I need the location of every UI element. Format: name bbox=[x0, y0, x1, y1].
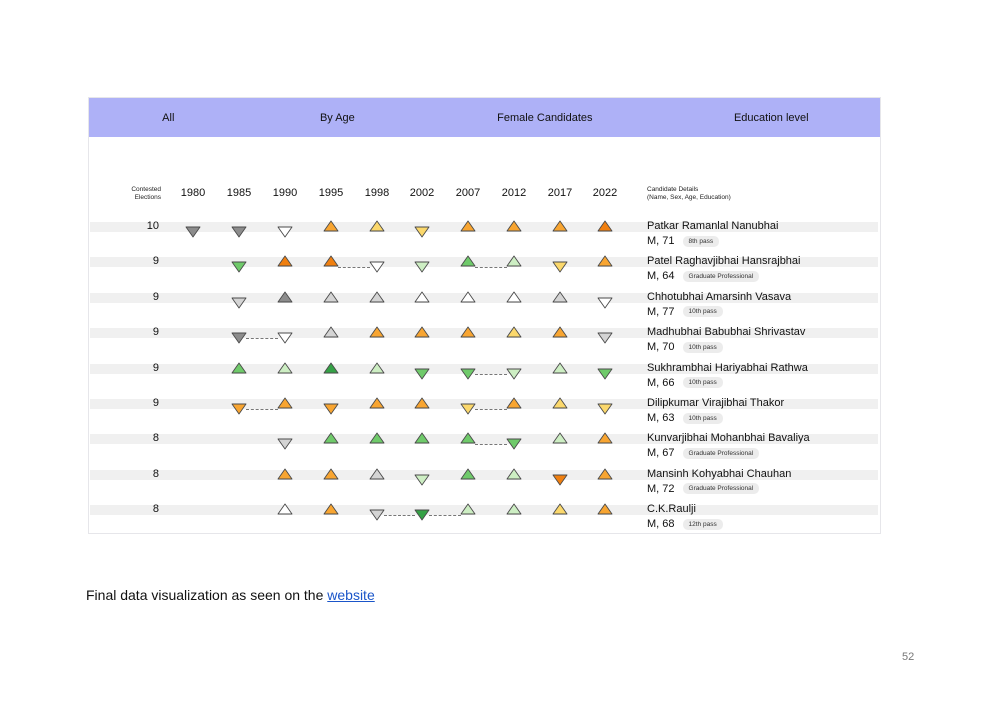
education-badge: Graduate Professional bbox=[683, 483, 760, 494]
contested-label-line2: Elections bbox=[134, 194, 161, 201]
result-up-triangle-icon[interactable] bbox=[506, 503, 522, 516]
result-up-triangle-icon[interactable] bbox=[369, 468, 385, 481]
result-up-triangle-icon[interactable] bbox=[414, 291, 430, 304]
education-badge: 12th pass bbox=[683, 519, 723, 530]
page-number: 52 bbox=[902, 651, 915, 663]
result-down-triangle-icon[interactable] bbox=[597, 403, 613, 416]
result-up-triangle-icon[interactable] bbox=[323, 503, 339, 516]
result-down-triangle-icon[interactable] bbox=[277, 226, 293, 239]
candidate-name: Madhubhai Babubhai Shrivastav bbox=[647, 326, 806, 339]
result-up-triangle-icon[interactable] bbox=[323, 362, 339, 375]
result-down-triangle-icon[interactable] bbox=[552, 474, 568, 487]
result-up-triangle-icon[interactable] bbox=[552, 326, 568, 339]
result-up-triangle-icon[interactable] bbox=[277, 291, 293, 304]
connector-line bbox=[246, 409, 278, 410]
result-down-triangle-icon[interactable] bbox=[323, 403, 339, 416]
result-up-triangle-icon[interactable] bbox=[506, 326, 522, 339]
connector-line bbox=[338, 267, 370, 268]
education-badge: 10th pass bbox=[683, 377, 723, 388]
candidate-meta bbox=[647, 377, 723, 389]
year-header-1985: 1985 bbox=[226, 187, 252, 199]
result-up-triangle-icon[interactable] bbox=[597, 220, 613, 233]
result-up-triangle-icon[interactable] bbox=[597, 432, 613, 445]
education-badge: 8th pass bbox=[683, 236, 720, 247]
result-up-triangle-icon[interactable] bbox=[460, 255, 476, 268]
result-up-triangle-icon[interactable] bbox=[323, 291, 339, 304]
result-up-triangle-icon[interactable] bbox=[369, 432, 385, 445]
result-up-triangle-icon[interactable] bbox=[597, 503, 613, 516]
connector-line bbox=[475, 374, 507, 375]
connector-line bbox=[475, 267, 507, 268]
result-up-triangle-icon[interactable] bbox=[231, 362, 247, 375]
result-down-triangle-icon[interactable] bbox=[277, 332, 293, 345]
connector-line bbox=[475, 444, 507, 445]
candidate-row[interactable] bbox=[89, 328, 880, 358]
filter-tabs bbox=[89, 98, 880, 137]
result-down-triangle-icon[interactable] bbox=[414, 226, 430, 239]
result-down-triangle-icon[interactable] bbox=[597, 368, 613, 381]
candidate-meta bbox=[647, 235, 719, 247]
result-down-triangle-icon[interactable] bbox=[597, 332, 613, 345]
result-up-triangle-icon[interactable] bbox=[323, 432, 339, 445]
figure-caption bbox=[86, 587, 375, 603]
result-down-triangle-icon[interactable] bbox=[185, 226, 201, 239]
result-down-triangle-icon[interactable] bbox=[231, 261, 247, 274]
candidate-meta bbox=[647, 447, 759, 459]
contested-count: 9 bbox=[152, 397, 159, 409]
education-badge: Graduate Professional bbox=[683, 448, 760, 459]
year-header-2007: 2007 bbox=[455, 187, 481, 199]
result-down-triangle-icon[interactable] bbox=[231, 403, 247, 416]
result-up-triangle-icon[interactable] bbox=[552, 362, 568, 375]
result-down-triangle-icon[interactable] bbox=[231, 226, 247, 239]
result-up-triangle-icon[interactable] bbox=[506, 220, 522, 233]
result-up-triangle-icon[interactable] bbox=[506, 468, 522, 481]
row-band bbox=[90, 505, 878, 515]
candidate-name: Dilipkumar Virajibhai Thakor bbox=[647, 397, 785, 409]
result-up-triangle-icon[interactable] bbox=[323, 255, 339, 268]
column-header-row bbox=[89, 186, 880, 206]
connector-line bbox=[246, 338, 278, 339]
website-link[interactable]: website bbox=[327, 587, 375, 603]
result-up-triangle-icon[interactable] bbox=[323, 220, 339, 233]
candidate-meta bbox=[647, 412, 723, 424]
result-up-triangle-icon[interactable] bbox=[460, 291, 476, 304]
candidate-name: Patel Raghavjibhai Hansrajbhai bbox=[647, 255, 801, 268]
candidate-label-line2: (Name, Sex, Age, Education) bbox=[647, 194, 731, 201]
result-up-triangle-icon[interactable] bbox=[369, 291, 385, 304]
result-down-triangle-icon[interactable] bbox=[231, 332, 247, 345]
result-up-triangle-icon[interactable] bbox=[460, 220, 476, 233]
result-up-triangle-icon[interactable] bbox=[552, 291, 568, 304]
contested-count: 9 bbox=[152, 255, 159, 268]
result-up-triangle-icon[interactable] bbox=[552, 432, 568, 445]
result-down-triangle-icon[interactable] bbox=[414, 509, 430, 522]
candidate-details-label bbox=[647, 186, 731, 202]
contested-label-line1: Contested bbox=[131, 186, 161, 193]
result-up-triangle-icon[interactable] bbox=[597, 468, 613, 481]
candidate-meta bbox=[647, 518, 723, 530]
result-up-triangle-icon[interactable] bbox=[277, 397, 293, 410]
year-header-1990: 1990 bbox=[272, 187, 298, 199]
result-up-triangle-icon[interactable] bbox=[460, 468, 476, 481]
candidate-name: Mansinh Kohyabhai Chauhan bbox=[647, 467, 792, 480]
result-up-triangle-icon[interactable] bbox=[277, 503, 293, 516]
candidate-meta bbox=[647, 341, 723, 353]
contested-count: 8 bbox=[152, 432, 159, 445]
candidate-row[interactable] bbox=[89, 361, 880, 394]
tab-education-level[interactable]: Education level bbox=[733, 111, 809, 124]
candidate-sex-age: M, 72 bbox=[647, 482, 675, 495]
candidate-sex-age: M, 64 bbox=[647, 270, 675, 283]
year-header-2022: 2022 bbox=[592, 187, 618, 199]
result-up-triangle-icon[interactable] bbox=[506, 291, 522, 304]
tab-all[interactable]: All bbox=[162, 111, 175, 124]
year-header-1980: 1980 bbox=[180, 187, 206, 199]
candidate-name: Chhotubhai Amarsinh Vasava bbox=[647, 290, 792, 303]
result-up-triangle-icon[interactable] bbox=[460, 326, 476, 339]
result-up-triangle-icon[interactable] bbox=[597, 255, 613, 268]
candidate-sex-age: M, 77 bbox=[647, 305, 675, 318]
result-up-triangle-icon[interactable] bbox=[414, 397, 430, 410]
result-down-triangle-icon[interactable] bbox=[552, 261, 568, 274]
result-up-triangle-icon[interactable] bbox=[506, 397, 522, 410]
connector-line bbox=[384, 515, 415, 516]
contested-count: 9 bbox=[152, 326, 159, 339]
candidate-meta bbox=[647, 483, 759, 495]
result-up-triangle-icon[interactable] bbox=[552, 397, 568, 410]
connector-line bbox=[429, 515, 461, 516]
result-up-triangle-icon[interactable] bbox=[323, 326, 339, 339]
tab-by-age[interactable]: By Age bbox=[319, 111, 355, 124]
candidate-name: Patkar Ramanlal Nanubhai bbox=[647, 220, 779, 232]
education-badge: 10th pass bbox=[683, 306, 723, 317]
result-down-triangle-icon[interactable] bbox=[414, 261, 430, 274]
candidate-sex-age: M, 63 bbox=[647, 412, 675, 424]
result-down-triangle-icon[interactable] bbox=[414, 368, 430, 381]
caption-text: Final data visualization as seen on the bbox=[86, 587, 324, 603]
contested-count: 9 bbox=[152, 290, 159, 303]
candidate-row[interactable] bbox=[89, 467, 880, 500]
result-up-triangle-icon[interactable] bbox=[369, 326, 385, 339]
year-header-1998: 1998 bbox=[364, 187, 390, 199]
contested-count: 8 bbox=[152, 503, 159, 516]
candidate-label-line1: Candidate Details bbox=[647, 186, 699, 193]
result-up-triangle-icon[interactable] bbox=[460, 503, 476, 516]
candidate-name: C.K.Raulji bbox=[647, 503, 696, 516]
year-header-2002: 2002 bbox=[409, 187, 435, 199]
year-header-2017: 2017 bbox=[547, 187, 573, 199]
candidate-row[interactable] bbox=[89, 290, 880, 323]
contested-count: 9 bbox=[152, 361, 159, 374]
candidate-row[interactable] bbox=[89, 399, 880, 429]
result-up-triangle-icon[interactable] bbox=[323, 468, 339, 481]
candidate-name: Kunvarjibhai Mohanbhai Bavaliya bbox=[647, 432, 810, 445]
education-badge: Graduate Professional bbox=[683, 271, 760, 282]
candidate-sex-age: M, 67 bbox=[647, 447, 675, 460]
candidate-name: Sukhrambhai Hariyabhai Rathwa bbox=[647, 361, 808, 374]
tab-female-candidates[interactable]: Female Candidates bbox=[497, 111, 593, 124]
year-header-1995: 1995 bbox=[318, 187, 344, 199]
candidate-row[interactable] bbox=[89, 434, 880, 464]
candidate-row[interactable] bbox=[89, 505, 880, 535]
education-badge: 10th pass bbox=[683, 413, 723, 424]
candidate-sex-age: M, 71 bbox=[647, 235, 675, 247]
result-up-triangle-icon[interactable] bbox=[277, 362, 293, 375]
result-up-triangle-icon[interactable] bbox=[414, 326, 430, 339]
candidate-row[interactable] bbox=[89, 257, 880, 287]
result-down-triangle-icon[interactable] bbox=[369, 509, 385, 522]
result-down-triangle-icon[interactable] bbox=[231, 297, 247, 310]
candidate-sex-age: M, 68 bbox=[647, 518, 675, 531]
result-up-triangle-icon[interactable] bbox=[277, 255, 293, 268]
result-down-triangle-icon[interactable] bbox=[597, 297, 613, 310]
result-up-triangle-icon[interactable] bbox=[277, 468, 293, 481]
result-up-triangle-icon[interactable] bbox=[369, 362, 385, 375]
candidate-meta bbox=[647, 306, 723, 318]
result-down-triangle-icon[interactable] bbox=[460, 368, 476, 381]
year-header-2012: 2012 bbox=[501, 187, 527, 199]
result-up-triangle-icon[interactable] bbox=[369, 397, 385, 410]
visualization-card bbox=[88, 97, 881, 534]
candidate-meta bbox=[647, 270, 759, 282]
contested-elections-label bbox=[109, 186, 161, 202]
candidate-sex-age: M, 66 bbox=[647, 376, 675, 389]
result-down-triangle-icon[interactable] bbox=[460, 403, 476, 416]
result-down-triangle-icon[interactable] bbox=[369, 261, 385, 274]
result-down-triangle-icon[interactable] bbox=[506, 368, 522, 381]
education-badge: 10th pass bbox=[683, 342, 723, 353]
result-up-triangle-icon[interactable] bbox=[552, 503, 568, 516]
result-up-triangle-icon[interactable] bbox=[414, 432, 430, 445]
connector-line bbox=[475, 409, 507, 410]
candidate-row[interactable] bbox=[89, 222, 880, 252]
result-up-triangle-icon[interactable] bbox=[460, 432, 476, 445]
result-up-triangle-icon[interactable] bbox=[506, 255, 522, 268]
result-up-triangle-icon[interactable] bbox=[552, 220, 568, 233]
contested-count: 8 bbox=[152, 467, 159, 480]
result-down-triangle-icon[interactable] bbox=[414, 474, 430, 487]
candidate-sex-age: M, 70 bbox=[647, 341, 675, 354]
contested-count: 10 bbox=[146, 220, 159, 232]
result-up-triangle-icon[interactable] bbox=[369, 220, 385, 233]
result-down-triangle-icon[interactable] bbox=[277, 438, 293, 451]
result-down-triangle-icon[interactable] bbox=[506, 438, 522, 451]
